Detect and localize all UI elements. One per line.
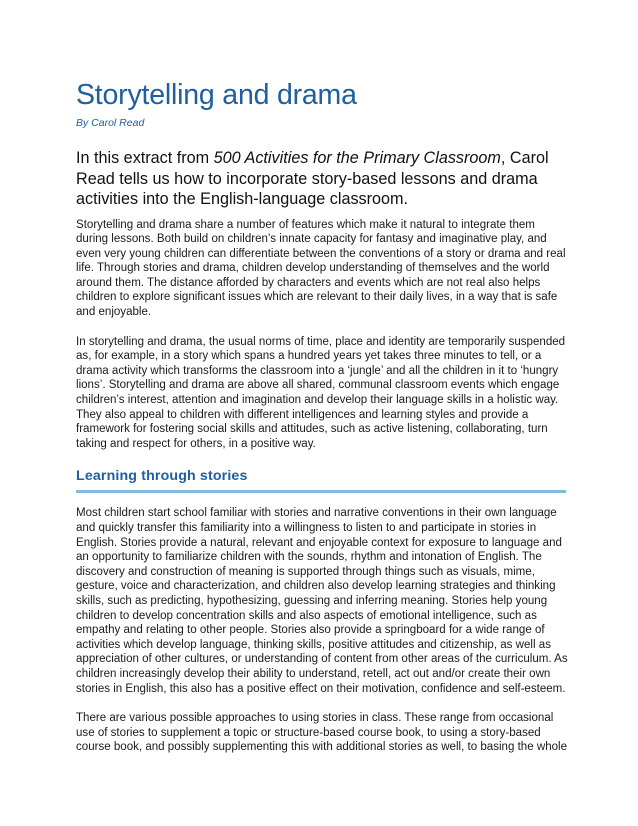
intro-lead-before: In this extract from (76, 149, 214, 167)
document-page (76, 78, 568, 755)
section-heading: Learning through stories (76, 468, 248, 485)
section-paragraph: Most children start school familiar with stories and narrative conventions in their own language and quickly transfer this familiarity into a willingness to listen to and participate in stories in English. Stories provide a natural, relevant and enjoyable context for exposure to language and an opportunity to familiarize children with the sounds, rhythm and intonation of English. The discovery and construction of meaning is supported through things such as visuals, mime, gesture, voice and characterization, and children also develop learning strategies and thinking skills, such as predicting, hypothesizing, guessing and inferring meaning. Stories help young children to develop concentration skills and also aspects of emotional intelligence, such as empathy and relating to other people. Stories also provide a springboard for a wide range of activities which develop language, thinking skills, positive attitudes and citizenship, as well as appreciation of other cultures, or understanding of content from other areas of the curriculum. As children increasingly develop their ability to understand, retell, act out and/or create their own stories in English, this also has a positive effect on their motivation, confidence and self-esteem. (76, 507, 568, 695)
intro-lead-after: , Carol Read tells us how to incorporate story-based lessons and drama activities into the English-language classroom. (76, 149, 549, 208)
body-paragraph: In storytelling and drama, the usual norms of time, place and identity are temporarily suspended as, for example, in a story which spans a hundred years yet takes three minutes to tell, or a drama activity which transforms the classroom into a ‘jungle’ and all the children in it to ‘hungry lions’. Storytelling and drama are above all shared, communal classroom events which engage children’s interest, attention and imagination and develop their language skills in a holistic way. They also appeal to children with different intelligences and learning styles and provide a framework for fostering social skills and attitudes, such as active listening, collaborating, turn taking and respect for others, in a positive way. (76, 335, 566, 450)
intro-book-title: 500 Activities for the Primary Classroom (213, 149, 501, 167)
section-paragraph: There are various possible approaches to using stories in class. These range from occasional use of stories to supplement a topic or structure-based course book, to using a story-based course book, and possibly supplementing this with additional stories as well, to basing the whole (76, 712, 568, 754)
page-title: Storytelling and drama (76, 79, 357, 111)
intro-lead (76, 148, 568, 210)
body-paragraph: Storytelling and drama share a number of features which make it natural to integrate them during lessons. Both build on children’s innate capacity for fantasy and imaginative play, and even very young children can differentiate between the conventions of a story or drama and real life. Through stories and drama, children develop understanding of themselves and the world around them. The distance afforded by characters and events which are not real also helps children to explore significant issues which are relevant to their daily lives, in a way that is safe and enjoyable. (76, 218, 566, 319)
section-divider (76, 490, 566, 493)
author-byline: By Carol Read (76, 117, 145, 129)
